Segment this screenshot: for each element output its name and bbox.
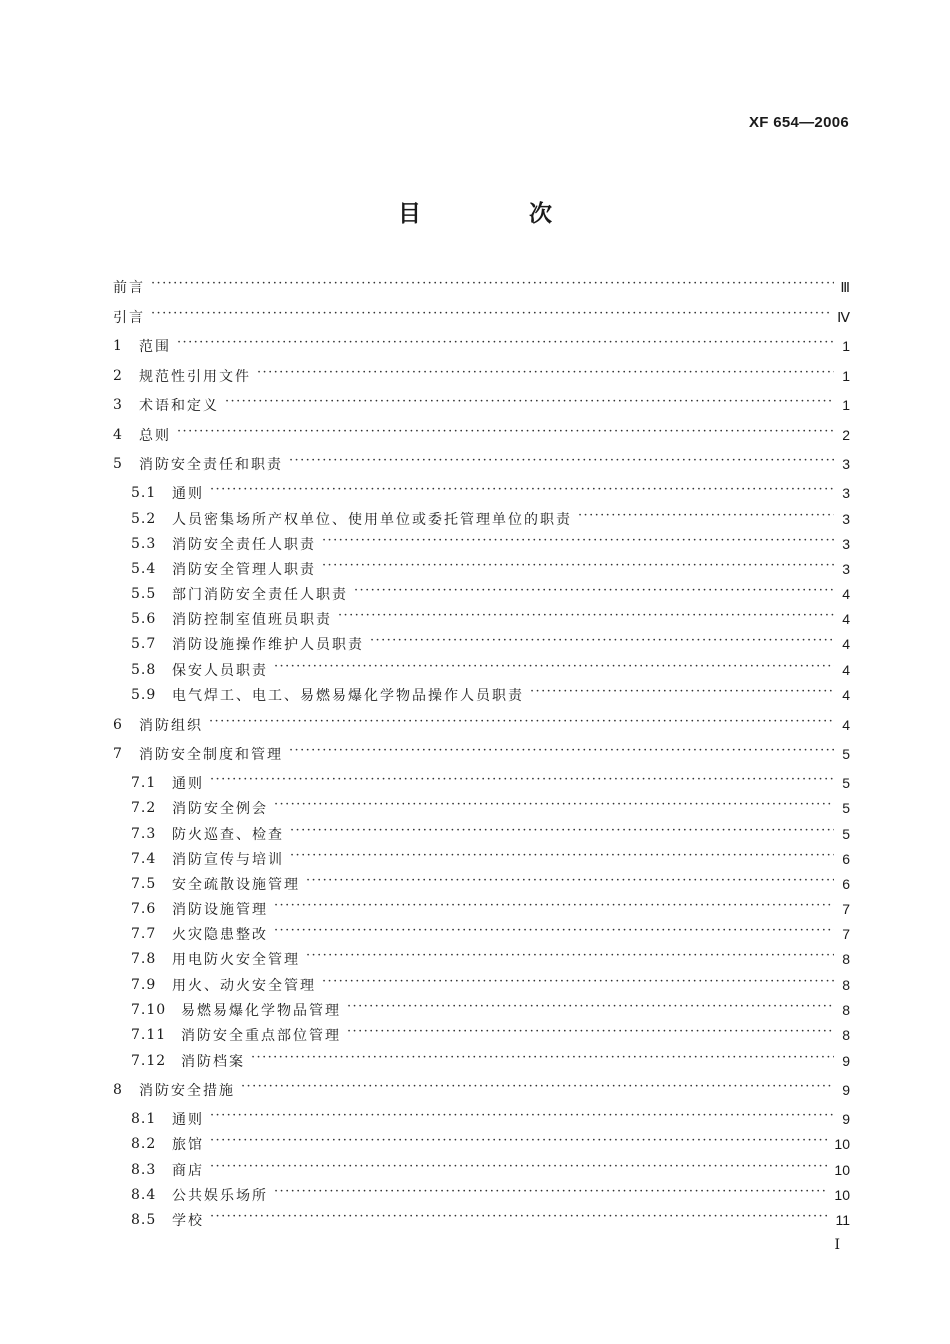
toc-entry-label: 学校 <box>172 1213 204 1229</box>
toc-entry[interactable] <box>113 633 850 655</box>
toc-leader-dots <box>322 537 834 551</box>
toc-leader-dots <box>151 310 831 324</box>
toc-leader-dots <box>530 688 834 702</box>
toc-entry-label: 消防安全措施 <box>139 1083 235 1099</box>
toc-entry-label: 消防档案 <box>181 1054 245 1070</box>
toc-entry-label: 旅馆 <box>172 1137 204 1153</box>
toc-entry[interactable] <box>113 608 850 630</box>
toc-entry-label: 用电防火安全管理 <box>172 952 300 968</box>
toc-entry-page: 4 <box>842 636 850 652</box>
toc-entry-number: 5 <box>113 456 122 472</box>
toc-entry-label: 前言 <box>113 280 145 296</box>
toc-entry-page: 8 <box>842 977 850 993</box>
toc-entry-number: 1 <box>113 338 122 354</box>
toc-entry[interactable] <box>113 306 850 328</box>
toc-entry-number: 5.9 <box>131 687 157 703</box>
toc-leader-dots <box>210 1112 834 1126</box>
toc-entry[interactable] <box>113 923 850 945</box>
toc-leader-dots <box>274 1188 828 1202</box>
toc-entry-page: 4 <box>842 662 850 678</box>
toc-entry-page: 4 <box>842 586 850 602</box>
toc-entry-label: 消防安全责任和职责 <box>139 457 283 473</box>
toc-leader-dots <box>251 1054 834 1068</box>
toc-leader-dots <box>151 280 834 294</box>
toc-entry-number: 7.11 <box>131 1027 167 1043</box>
toc-entry-page: 2 <box>842 427 850 443</box>
toc-entry[interactable] <box>113 714 850 736</box>
toc-entry-number: 5.5 <box>131 586 157 602</box>
toc-entry-number: 8.3 <box>131 1162 157 1178</box>
toc-entry[interactable] <box>113 659 850 681</box>
toc-leader-dots <box>210 776 834 790</box>
toc-entry-number: 3 <box>113 397 122 413</box>
toc-entry-label: 保安人员职责 <box>172 663 268 679</box>
toc-entry-page: 7 <box>842 901 850 917</box>
toc-entry-number: 8.5 <box>131 1212 157 1228</box>
toc-entry[interactable] <box>113 823 850 845</box>
toc-entry-number: 5.1 <box>131 485 157 501</box>
toc-leader-dots <box>338 612 834 626</box>
toc-entry-label: 火灾隐患整改 <box>172 927 268 943</box>
toc-entry[interactable] <box>113 335 850 357</box>
toc-leader-dots <box>289 747 834 761</box>
toc-entry-label: 电气焊工、电工、易燃易爆化学物品操作人员职责 <box>172 688 524 704</box>
toc-entry[interactable] <box>113 394 850 416</box>
toc-leader-dots <box>347 1028 834 1042</box>
toc-entry-label: 人员密集场所产权单位、使用单位或委托管理单位的职责 <box>172 512 572 528</box>
toc-entry-number: 8.1 <box>131 1111 157 1127</box>
toc-leader-dots <box>306 952 834 966</box>
toc-leader-dots <box>306 877 834 891</box>
toc-entry[interactable] <box>113 482 850 504</box>
toc-entry-label: 总则 <box>139 428 171 444</box>
toc-entry[interactable] <box>113 1133 850 1155</box>
toc-leader-dots <box>289 457 834 471</box>
toc-entry-page: 4 <box>842 687 850 703</box>
toc-entry-label: 消防安全例会 <box>172 801 268 817</box>
toc-entry[interactable] <box>113 848 850 870</box>
toc-leader-dots <box>354 587 834 601</box>
toc-entry-number: 5.3 <box>131 536 157 552</box>
toc-entry-label: 消防安全重点部位管理 <box>181 1028 341 1044</box>
toc-entry-number: 7.5 <box>131 876 157 892</box>
toc-entry-number: 5.6 <box>131 611 157 627</box>
toc-entry-page: 3 <box>842 561 850 577</box>
toc-entry[interactable] <box>113 743 850 765</box>
toc-entry-number: 7.7 <box>131 926 157 942</box>
toc-entry-label: 消防安全管理人职责 <box>172 562 316 578</box>
toc-leader-dots <box>177 339 834 353</box>
toc-entry-number: 7.3 <box>131 826 157 842</box>
toc-entry[interactable] <box>113 1108 850 1130</box>
toc-entry-number: 5.7 <box>131 636 157 652</box>
toc-entry-page: 3 <box>842 511 850 527</box>
toc-entry[interactable] <box>113 558 850 580</box>
toc-entry[interactable] <box>113 1159 850 1181</box>
toc-entry-number: 7.8 <box>131 951 157 967</box>
toc-entry-number: 8.4 <box>131 1187 157 1203</box>
toc-entry-page: 8 <box>842 951 850 967</box>
toc-entry-label: 通则 <box>172 486 204 502</box>
toc-entry-number: 2 <box>113 368 122 384</box>
toc-entry-page: 1 <box>842 338 850 354</box>
toc-entry-label: 消防组织 <box>139 718 203 734</box>
toc-entry-number: 6 <box>113 717 122 733</box>
toc-entry[interactable] <box>113 873 850 895</box>
toc-leader-dots <box>177 428 834 442</box>
toc-entry-page: 8 <box>842 1002 850 1018</box>
toc-entry-page: Ⅲ <box>840 278 850 295</box>
toc-entry-page: 3 <box>842 456 850 472</box>
toc-entry-page: 11 <box>835 1212 850 1228</box>
toc-leader-dots <box>210 1137 828 1151</box>
toc-entry-page: 6 <box>842 876 850 892</box>
toc-entry-page: 8 <box>842 1027 850 1043</box>
toc-entry[interactable] <box>113 999 850 1021</box>
toc-leader-dots <box>322 562 834 576</box>
toc-entry-number: 5.2 <box>131 511 157 527</box>
toc-leader-dots <box>290 827 834 841</box>
toc-entry[interactable] <box>113 1209 850 1231</box>
toc-entry-page: 5 <box>842 775 850 791</box>
toc-entry-page: 9 <box>842 1111 850 1127</box>
toc-entry-number: 7.1 <box>131 775 157 791</box>
toc-entry-label: 部门消防安全责任人职责 <box>172 587 348 603</box>
toc-entry[interactable] <box>113 772 850 794</box>
toc-entry-page: 1 <box>842 368 850 384</box>
toc-entry-page: 3 <box>842 485 850 501</box>
toc-entry[interactable] <box>113 276 850 298</box>
toc-entry-label: 范围 <box>139 339 171 355</box>
toc-entry-number: 4 <box>113 427 122 443</box>
toc-entry-page: 9 <box>842 1082 850 1098</box>
toc-entry-page: 10 <box>834 1187 850 1203</box>
toc-leader-dots <box>370 637 834 651</box>
toc-entry-number: 7.12 <box>131 1053 167 1069</box>
toc-entry-page: 9 <box>842 1053 850 1069</box>
toc-entry-label: 用火、动火安全管理 <box>172 978 316 994</box>
toc-entry[interactable] <box>113 1050 850 1072</box>
toc-entry[interactable] <box>113 948 850 970</box>
toc-leader-dots <box>347 1003 834 1017</box>
toc-entry-page: 5 <box>842 746 850 762</box>
toc-entry-page: 6 <box>842 851 850 867</box>
toc-entry-number: 7.9 <box>131 977 157 993</box>
toc-entry-label: 通则 <box>172 1112 204 1128</box>
toc-entry[interactable] <box>113 1024 850 1046</box>
toc-entry[interactable] <box>113 797 850 819</box>
toc-entry-label: 消防设施操作维护人员职责 <box>172 637 364 653</box>
toc-leader-dots <box>210 1163 828 1177</box>
toc-entry-number: 8.2 <box>131 1136 157 1152</box>
toc-entry-label: 消防安全责任人职责 <box>172 537 316 553</box>
toc-entry[interactable] <box>113 1079 850 1101</box>
page-title: 目 次 <box>397 200 602 227</box>
toc-leader-dots <box>225 398 834 412</box>
toc-entry-label: 术语和定义 <box>139 398 219 414</box>
toc-entry[interactable] <box>113 898 850 920</box>
toc-entry-page: 7 <box>842 926 850 942</box>
toc-entry[interactable] <box>113 684 850 706</box>
toc-entry-page: Ⅳ <box>837 308 850 325</box>
toc-entry-label: 易燃易爆化学物品管理 <box>181 1003 341 1019</box>
toc-entry[interactable] <box>113 1184 850 1206</box>
toc-entry-page: 4 <box>842 717 850 733</box>
toc-entry-number: 8 <box>113 1082 122 1098</box>
toc-entry-label: 消防控制室值班员职责 <box>172 612 332 628</box>
toc-entry[interactable] <box>113 508 850 530</box>
toc-entry-page: 5 <box>842 826 850 842</box>
toc-entry-number: 7 <box>113 746 122 762</box>
toc-leader-dots <box>578 512 834 526</box>
toc-entry-number: 7.4 <box>131 851 157 867</box>
toc-leader-dots <box>290 852 834 866</box>
toc-entry-page: 1 <box>842 397 850 413</box>
toc-leader-dots <box>209 718 834 732</box>
toc-entry-label: 消防设施管理 <box>172 902 268 918</box>
toc-entry-label: 消防宣传与培训 <box>172 852 284 868</box>
toc-entry-label: 通则 <box>172 776 204 792</box>
toc-leader-dots <box>257 369 834 383</box>
toc-entry[interactable] <box>113 974 850 996</box>
toc-entry-page: 10 <box>834 1162 850 1178</box>
toc-entry-number: 5.8 <box>131 662 157 678</box>
toc-entry[interactable] <box>113 365 850 387</box>
toc-entry-page: 3 <box>842 536 850 552</box>
toc-entry-number: 7.10 <box>131 1002 167 1018</box>
toc-leader-dots <box>210 1213 829 1227</box>
toc-leader-dots <box>241 1083 834 1097</box>
toc-leader-dots <box>274 902 834 916</box>
standard-code: XF 654—2006 <box>748 114 849 131</box>
toc-leader-dots <box>322 978 834 992</box>
toc-entry[interactable] <box>113 533 850 555</box>
toc-leader-dots <box>274 801 834 815</box>
toc-entry-label: 规范性引用文件 <box>139 369 251 385</box>
toc-entry-number: 7.2 <box>131 800 157 816</box>
toc-entry[interactable] <box>113 583 850 605</box>
toc-entry-label: 商店 <box>172 1163 204 1179</box>
toc-entry-number: 7.6 <box>131 901 157 917</box>
toc-entry-page: 10 <box>834 1136 850 1152</box>
toc-leader-dots <box>274 927 834 941</box>
toc-entry-page: 4 <box>842 611 850 627</box>
toc-entry-page: 5 <box>842 800 850 816</box>
toc-entry[interactable] <box>113 453 850 475</box>
toc-entry-number: 5.4 <box>131 561 157 577</box>
toc-entry[interactable] <box>113 424 850 446</box>
toc-entry-label: 公共娱乐场所 <box>172 1188 268 1204</box>
toc-entry-label: 引言 <box>113 310 145 326</box>
toc-leader-dots <box>210 486 834 500</box>
page-number: I <box>834 1237 840 1253</box>
toc-leader-dots <box>274 663 834 677</box>
toc-entry-label: 安全疏散设施管理 <box>172 877 300 893</box>
toc-entry-label: 防火巡查、检查 <box>172 827 284 843</box>
toc-entry-label: 消防安全制度和管理 <box>139 747 283 763</box>
